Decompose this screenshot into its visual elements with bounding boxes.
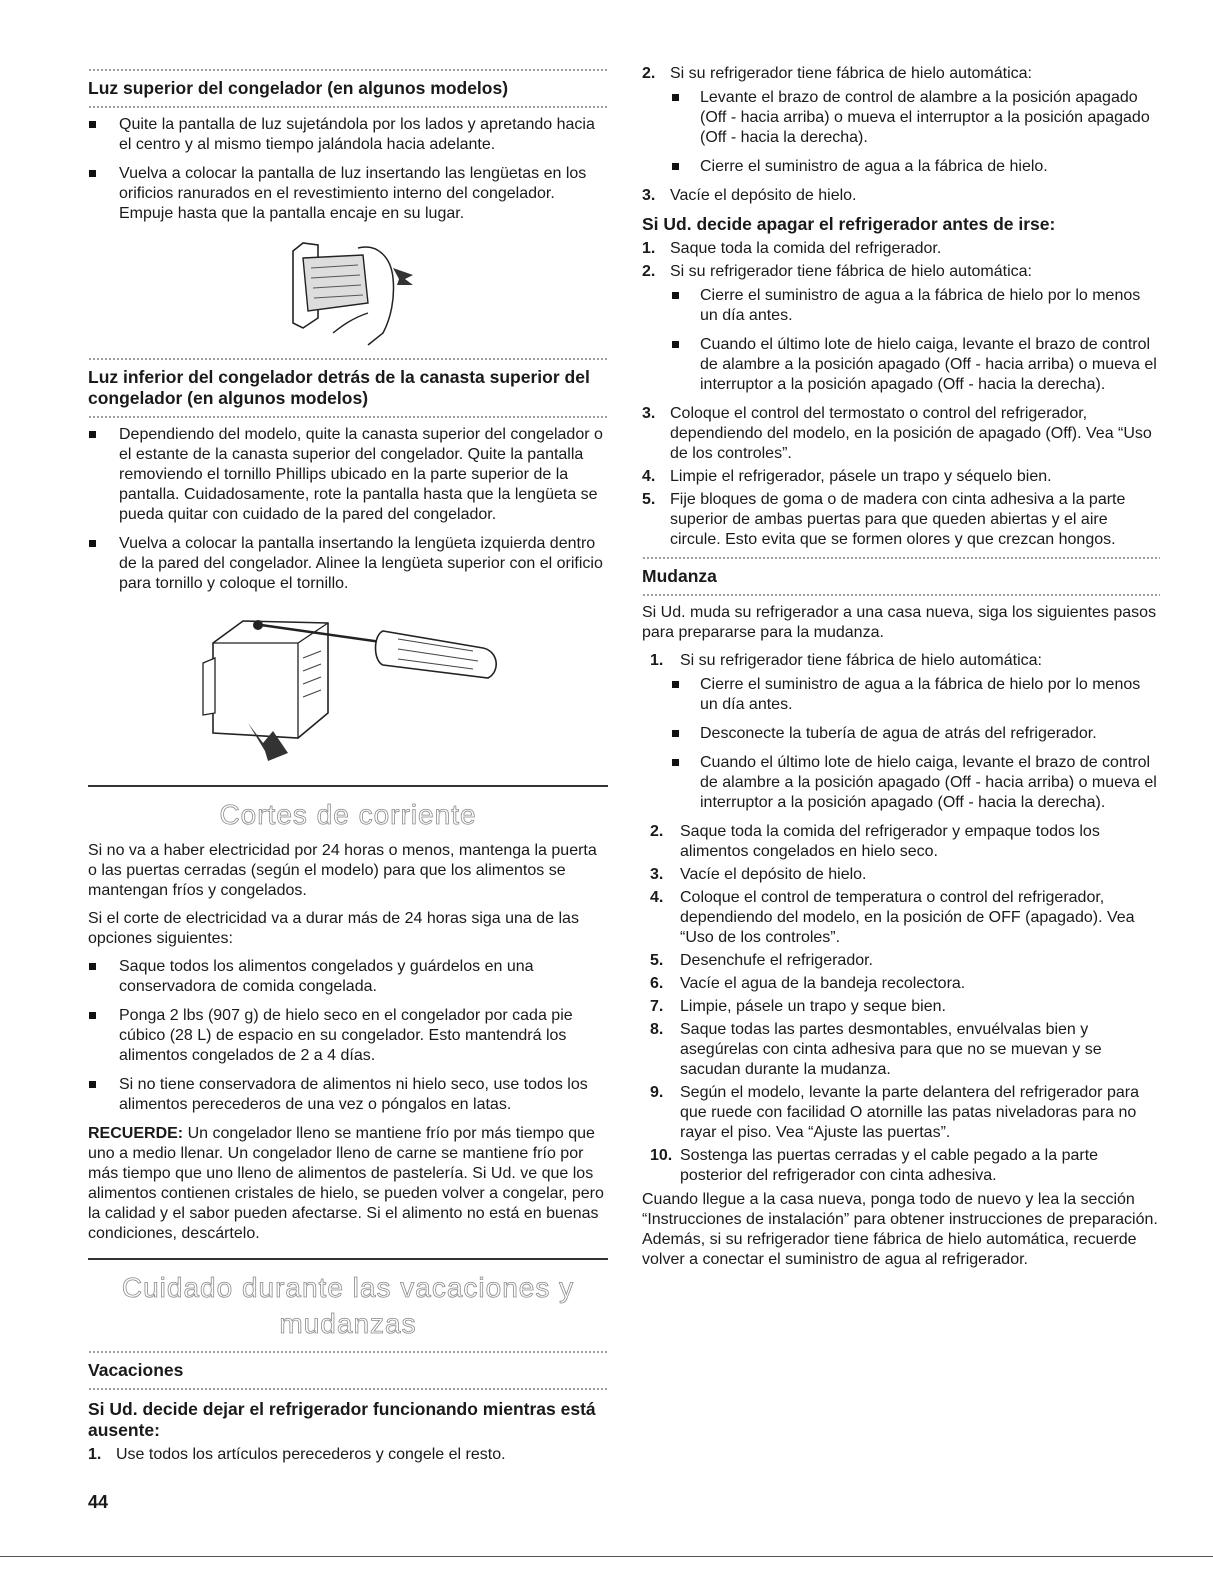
section-heading-upper-light: Luz superior del congelador (en algunos modelos)	[88, 78, 509, 98]
dotted-separator	[642, 593, 1160, 597]
page-number: 44	[88, 1492, 109, 1512]
section-title-cuidado	[88, 1270, 608, 1342]
list-item: Quite la pantalla de luz sujetándola por los lados y apretando hacia el centro y al mismo tiempo jalándola hacia adelante.	[88, 115, 608, 155]
dotted-separator	[88, 1387, 608, 1391]
list-item: 6. Vacíe el agua de la bandeja recolectora.	[650, 975, 966, 992]
list-item: Dependiendo del modelo, quite la canasta superior del congelador o el estante de la canasta superior del congelador. Quite la pantalla removiendo el tornillo Phillips ubicado en la parte superior de la pantalla. Cuidadosamente, rote la pantalla hasta que la lengüeta se pueda quitar con cuidado de la pared del congelador.	[88, 425, 608, 525]
list-item: Saque todos los alimentos congelados y guárdelos en una conservadora de comida congelada.	[88, 957, 608, 997]
list-item: Cierre el suministro de agua a la fábrica de hielo por lo menos un día antes.	[642, 675, 1160, 715]
section-rule	[88, 1258, 608, 1260]
vacation-steps-continued	[642, 64, 1160, 84]
list-item: Cuando el último lote de hielo caiga, levante el brazo de control de alambre a la posición apagado (Off - hacia arriba) o mueva el interruptor a la posición apagado (Off - hacia la derecha).	[642, 335, 1160, 395]
paragraph: Si el corte de electricidad va a durar más de 24 horas siga una de las opciones siguientes:	[88, 910, 579, 947]
footer-rule	[0, 1556, 1213, 1557]
list-item: Levante el brazo de control de alambre a la posición apagado (Off - hacia arriba) o mueva el interruptor a la posición apagado (Off - hacia la derecha).	[642, 88, 1160, 148]
upper-light-steps	[88, 115, 608, 224]
dotted-separator	[88, 415, 608, 419]
list-item: 3. Vacíe el depósito de hielo.	[650, 866, 867, 883]
list-item: 3. Coloque el control del termostato o control del refrigerador, dependiendo del modelo, en la posición de apagado (Off). Vea “Uso de los controles”.	[642, 405, 1152, 462]
list-item: 5. Fije bloques de goma o de madera con cinta adhesiva a la parte superior de ambas puertas para que queden abiertas y el aire circule. Esto evita que se formen olores y que crezcan hongos.	[642, 491, 1126, 548]
left-column	[88, 62, 608, 1469]
list-item: Vuelva a colocar la pantalla de luz insertando las lengüetas en los orificios ranurados en el revestimiento interno del congelador. Empuje hasta que la pantalla encaje en su lugar.	[88, 164, 608, 224]
section-title-line: Cuidado durante las vacaciones y	[121, 1272, 575, 1303]
section-heading-mudanza: Mudanza	[642, 566, 717, 586]
closing-paragraph: Cuando llegue a la casa nueva, ponga todo de nuevo y lea la sección “Instrucciones de instalación” para obtener instrucciones de preparación. Además, si su refrigerador tiene fábrica de hielo automática, recuerde volver a conectar el suministro de agua al refrigerador.	[642, 1191, 1158, 1268]
right-column	[642, 62, 1160, 1278]
screwdriver-light-shield-illustration	[183, 603, 513, 771]
section-heading-vacaciones: Vacaciones	[88, 1360, 184, 1380]
list-item: 9. Según el modelo, levante la parte delantera del refrigerador para que ruede con facilidad O atornille las patas niveladoras para no rayar el piso. Vea “Ajuste las puertas”.	[650, 1084, 1139, 1141]
list-item: 7. Limpie, pásele un trapo y seque bien.	[650, 998, 946, 1015]
moving-steps-continued	[642, 822, 1160, 1186]
turn-off-steps-continued	[642, 404, 1160, 550]
paragraph: Si Ud. muda su refrigerador a una casa nueva, siga los siguientes pasos para prepararse para la mudanza.	[642, 604, 1157, 641]
moving-icemaker-substeps	[642, 675, 1160, 813]
list-item: Desconecte la tubería de agua de atrás del refrigerador.	[642, 724, 1160, 744]
list-item: 10. Sostenga las puertas cerradas y el cable pegado a la parte posterior del refrigerador con cinta adhesiva.	[650, 1147, 1099, 1184]
paragraph: Si no va a haber electricidad por 24 horas o menos, mantenga la puerta o las puertas cerradas (según el modelo) para que los alimentos se mantengan fríos y congelados.	[88, 842, 597, 899]
turn-off-icemaker-substeps	[642, 286, 1160, 395]
list-item: 2. Si su refrigerador tiene fábrica de hielo automática:	[642, 263, 1032, 280]
dotted-separator	[88, 105, 608, 109]
list-item: 4. Limpie el refrigerador, pásele un trapo y séquelo bien.	[642, 468, 1052, 485]
section-heading-lower-light: Luz inferior del congelador detrás de la canasta superior del congelador (en algunos modelos)	[88, 367, 590, 408]
list-item: 1. Use todos los artículos perecederos y congele el resto.	[88, 1446, 506, 1463]
power-outage-options	[88, 957, 608, 1115]
lower-light-steps	[88, 425, 608, 594]
icemaker-substeps	[642, 88, 1160, 177]
vacation-steps-final	[642, 186, 1160, 206]
list-item: Cuando el último lote de hielo caiga, levante el brazo de control de alambre a la posición apagado (Off - hacia arriba) o mueva el interruptor a la posición apagado (Off - hacia la derecha).	[642, 753, 1160, 813]
reminder-label: RECUERDE:	[88, 1125, 184, 1142]
list-item: 1. Saque toda la comida del refrigerador.	[642, 240, 942, 257]
moving-steps	[642, 651, 1160, 671]
list-item: Ponga 2 lbs (907 g) de hielo seco en el congelador por cada pie cúbico (28 L) de espacio en su congelador. Esto mantendrá los alimentos congelados de 2 a 4 días.	[88, 1006, 608, 1066]
section-rule	[88, 785, 608, 787]
list-item: Cierre el suministro de agua a la fábrica de hielo.	[642, 157, 1160, 177]
list-item: 8. Saque todas las partes desmontables, envuélvalas bien y asegúrelas con cinta adhesiva para que no se muevan y se sacudan durante la mudanza.	[650, 1021, 1102, 1078]
dotted-separator	[88, 1350, 608, 1354]
list-item: 5. Desenchufe el refrigerador.	[650, 952, 873, 969]
reminder-text: Un congelador lleno se mantiene frío por más tiempo que uno a medio llenar. Un congelador lleno de carne se mantiene frío por más tiempo que uno lleno de alimentos de pastelería. Si Ud. ve que los alimentos contienen cristales de hielo, se pueden volver a congelar, pero la calidad y el sabor pueden afectarse. Si el alimento no está en buenas condiciones, descártelo.	[88, 1125, 604, 1242]
subheading-keep-running: Si Ud. decide dejar el refrigerador funcionando mientras está ausente:	[88, 1399, 596, 1440]
list-item: Vuelva a colocar la pantalla insertando la lengüeta izquierda dentro de la pared del congelador. Alinee la lengüeta superior con el orificio para tornillo y coloque el tornillo.	[88, 534, 608, 594]
reminder-paragraph	[88, 1124, 608, 1244]
dotted-separator	[642, 556, 1160, 560]
section-title-line: mudanzas	[279, 1308, 417, 1339]
list-item: 1. Si su refrigerador tiene fábrica de hielo automática:	[650, 652, 1042, 669]
vacation-steps	[88, 1445, 608, 1465]
list-item: 2. Saque toda la comida del refrigerador y empaque todos los alimentos congelados en hielo seco.	[650, 823, 1100, 860]
subheading-turn-off: Si Ud. decide apagar el refrigerador antes de irse:	[642, 214, 1056, 234]
list-item: 4. Coloque el control de temperatura o control del refrigerador, dependiendo del modelo, en la posición de OFF (apagado). Vea “Uso de los controles”.	[650, 889, 1135, 946]
list-item: 2. Si su refrigerador tiene fábrica de hielo automática:	[642, 65, 1032, 82]
list-item: 3. Vacíe el depósito de hielo.	[642, 187, 857, 204]
dotted-separator	[88, 68, 608, 72]
list-item: Si no tiene conservadora de alimentos ni hielo seco, use todos los alimentos perecederos de una vez o póngalos en latas.	[88, 1075, 608, 1115]
list-item: Cierre el suministro de agua a la fábrica de hielo por lo menos un día antes.	[642, 286, 1160, 326]
light-shield-removal-illustration	[273, 233, 423, 351]
dotted-separator	[88, 357, 608, 361]
section-title-cortes: Cortes de corriente	[219, 799, 477, 830]
turn-off-steps	[642, 239, 1160, 282]
